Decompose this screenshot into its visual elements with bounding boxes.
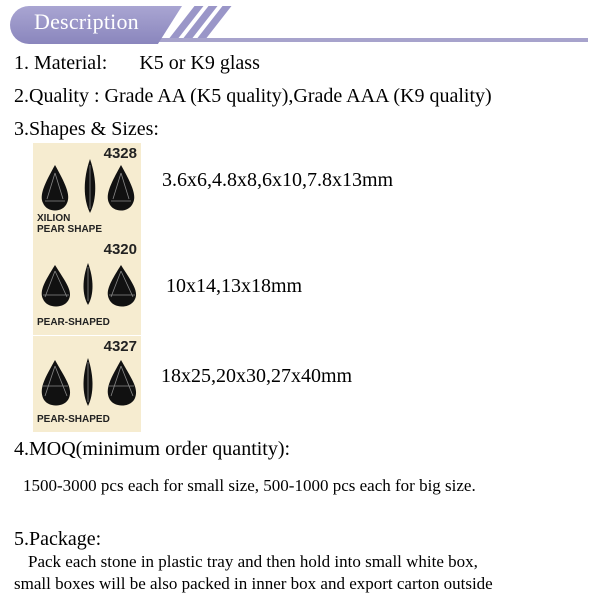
size-list-4327: 18x25,20x30,27x40mm [161, 365, 353, 387]
shape-name: PEAR-SHAPED [37, 317, 110, 328]
package-heading: 5.Package: [14, 528, 102, 550]
header-title: Description [34, 9, 139, 34]
package-line-2: small boxes will be also packed in inner box and export carton outside [14, 574, 493, 593]
quality-row: 2.Quality : Grade AA (K5 quality),Grade AAA (K9 quality) [14, 85, 492, 107]
product-thumb-4327 [33, 336, 141, 432]
size-list-4328: 3.6x6,4.8x8,6x10,7.8x13mm [162, 169, 394, 191]
product-code: 4327 [103, 338, 137, 355]
product-thumb-4328 [33, 143, 141, 239]
header-underline [150, 38, 588, 42]
material-value: K5 or K9 glass [139, 52, 260, 74]
shape-name: PEAR SHAPE [37, 224, 103, 235]
package-line-1: Pack each stone in plastic tray and then hold into small white box, [28, 552, 478, 571]
product-code: 4328 [103, 145, 137, 162]
shape-name: XILION [37, 213, 71, 224]
shapes-heading: 3.Shapes & Sizes: [14, 118, 159, 140]
product-thumb-4320 [33, 239, 141, 335]
description-header [0, 0, 600, 48]
shape-name: PEAR-SHAPED [37, 414, 110, 425]
size-list-4320: 10x14,13x18mm [166, 275, 303, 297]
material-label: 1. Material: [14, 52, 108, 74]
material-row [14, 52, 260, 75]
moq-text: 1500-3000 pcs each for small size, 500-1000 pcs each for big size. [23, 476, 476, 495]
moq-heading: 4.MOQ(minimum order quantity): [14, 438, 291, 460]
product-code: 4320 [103, 241, 137, 258]
